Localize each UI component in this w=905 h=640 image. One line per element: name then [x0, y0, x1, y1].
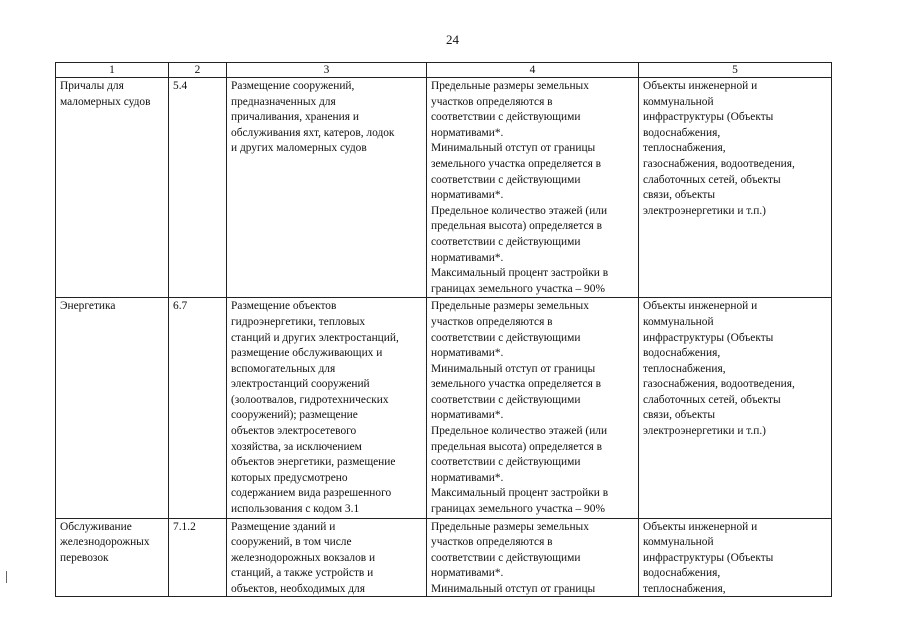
- text-line: водоснабжения,: [643, 126, 721, 139]
- construction-parameters: [427, 78, 639, 298]
- table-row: [56, 78, 832, 298]
- infrastructure-objects-text: [643, 520, 828, 596]
- text-line: инфраструктуры (Объекты: [643, 551, 774, 564]
- text-line: объектов электросетевого: [231, 425, 357, 438]
- text-line: нормативами*.: [431, 251, 504, 264]
- text-line: участков определяются в: [431, 95, 553, 108]
- text-line: соответствии с действующими: [431, 456, 581, 469]
- text-line: Минимальный отступ от границы: [431, 583, 596, 595]
- text-line: участков определяются в: [431, 315, 553, 328]
- text-line: железнодорожных: [60, 536, 150, 549]
- text-line: соответствии с действующими: [431, 331, 581, 344]
- text-line: соответствии с действующими: [431, 111, 581, 124]
- text-line: сооружений); размещение: [231, 409, 358, 422]
- text-line: (золоотвалов, гидротехнических: [231, 393, 389, 406]
- text-line: газоснабжения, водоотведения,: [643, 157, 795, 170]
- use-type-code: 5.4: [169, 78, 227, 298]
- text-line: станций и других электростанций,: [231, 331, 399, 344]
- text-line: водоснабжения,: [643, 347, 721, 360]
- text-line: железнодорожных вокзалов и: [231, 551, 376, 564]
- text-line: Максимальный процент застройки в: [431, 267, 609, 280]
- use-type-name: Энергетика: [56, 298, 169, 518]
- column-header-2: 2: [169, 63, 227, 78]
- text-line: использования с кодом 3.1: [231, 503, 360, 516]
- construction-parameters: [427, 518, 639, 596]
- text-line: инфраструктуры (Объекты: [643, 331, 774, 344]
- text-line: станций, а также устройств и: [231, 567, 374, 580]
- text-line: водоснабжения,: [643, 567, 721, 580]
- text-line: теплоснабжения,: [643, 583, 726, 595]
- text-line: соответствии с действующими: [431, 393, 581, 406]
- text-line: соответствии с действующими: [431, 173, 581, 186]
- text-line: слаботочных сетей, объекты: [643, 173, 781, 186]
- construction-parameters: [427, 298, 639, 518]
- text-line: слаботочных сетей, объекты: [643, 393, 781, 406]
- table-row: [56, 518, 832, 596]
- text-line: причаливания, хранения и: [231, 111, 359, 124]
- text-line: размещение обслуживающих и: [231, 347, 383, 360]
- page-number: 24: [446, 32, 459, 47]
- text-line: коммунальной: [643, 95, 714, 108]
- text-line: нормативами*.: [431, 189, 504, 202]
- text-line: границах земельного участка – 90%: [431, 282, 605, 295]
- text-line: и других маломерных судов: [231, 142, 367, 155]
- text-line: соответствии с действующими: [431, 235, 581, 248]
- text-line: которых предусмотрено: [231, 471, 348, 484]
- text-line: электроэнергетики и т.п.): [643, 425, 766, 438]
- text-line: Размещение сооружений,: [231, 80, 355, 92]
- use-type-code: 6.7: [169, 298, 227, 518]
- text-line: хозяйства, за исключением: [231, 440, 362, 453]
- column-header-5: 5: [639, 63, 832, 78]
- text-line: коммунальной: [643, 315, 714, 328]
- text-line: связи, объекты: [643, 409, 715, 422]
- text-line: Предельные размеры земельных: [431, 300, 589, 313]
- text-line: связи, объекты: [643, 189, 715, 202]
- binding-margin-mark: [6, 571, 7, 583]
- use-type-code-text: 7.1.2: [173, 520, 196, 533]
- text-line: предназначенных для: [231, 95, 336, 108]
- text-line: электростанций сооружений: [231, 378, 370, 391]
- use-type-code: [169, 518, 227, 596]
- text-line: Обслуживание: [60, 520, 132, 533]
- text-line: Предельные размеры земельных: [431, 80, 589, 92]
- text-line: теплоснабжения,: [643, 142, 726, 155]
- column-header-4: 4: [427, 63, 639, 78]
- text-line: нормативами*.: [431, 409, 504, 422]
- text-line: Размещение зданий и: [231, 520, 336, 533]
- text-line: Предельные размеры земельных: [431, 520, 589, 533]
- text-line: Минимальный отступ от границы: [431, 362, 596, 375]
- text-line: Объекты инженерной и: [643, 80, 758, 92]
- column-header-3: 3: [227, 63, 427, 78]
- text-line: сооружений, в том числе: [231, 536, 352, 549]
- text-line: нормативами*.: [431, 347, 504, 360]
- table-row: [56, 298, 832, 518]
- text-line: объектов энергетики, размещение: [231, 456, 396, 469]
- text-line: Минимальный отступ от границы: [431, 142, 596, 155]
- text-line: электроэнергетики и т.п.): [643, 204, 766, 217]
- use-type-name: [56, 518, 169, 596]
- text-line: инфраструктуры (Объекты: [643, 111, 774, 124]
- text-line: соответствии с действующими: [431, 551, 581, 564]
- text-line: Предельное количество этажей (или: [431, 425, 608, 438]
- column-header-1: 1: [56, 63, 169, 78]
- text-line: нормативами*.: [431, 471, 504, 484]
- text-line: Максимальный процент застройки в: [431, 487, 609, 500]
- text-line: теплоснабжения,: [643, 362, 726, 375]
- text-line: участков определяются в: [431, 536, 553, 549]
- text-line: объектов, необходимых для: [231, 583, 365, 595]
- construction-parameters-text: [431, 520, 635, 596]
- text-line: земельного участка определяется в: [431, 378, 602, 391]
- text-line: нормативами*.: [431, 567, 504, 580]
- text-line: Предельное количество этажей (или: [431, 204, 608, 217]
- infrastructure-objects: [639, 298, 832, 518]
- text-line: гидроэнергетики, тепловых: [231, 315, 366, 328]
- text-line: газоснабжения, водоотведения,: [643, 378, 795, 391]
- text-line: коммунальной: [643, 536, 714, 549]
- text-line: обслуживания яхт, катеров, лодок: [231, 126, 395, 139]
- use-type-description: [227, 298, 427, 518]
- infrastructure-objects: [639, 78, 832, 298]
- text-line: Размещение объектов: [231, 300, 337, 313]
- text-line: содержанием вида разрешенного: [231, 487, 392, 500]
- text-line: земельного участка определяется в: [431, 157, 602, 170]
- table-header-row: [56, 63, 832, 78]
- use-type-name-text: [60, 520, 165, 596]
- infrastructure-objects: [639, 518, 832, 596]
- use-type-description: [227, 78, 427, 298]
- text-line: границах земельного участка – 90%: [431, 503, 605, 516]
- use-type-description-text: [231, 520, 423, 596]
- text-line: предельная высота) определяется в: [431, 220, 602, 233]
- text-line: нормативами*.: [431, 126, 504, 139]
- text-line: предельная высота) определяется в: [431, 440, 602, 453]
- use-type-name: Причалы для маломерных судов: [56, 78, 169, 298]
- land-use-table: [55, 62, 832, 597]
- text-line: перевозок: [60, 551, 109, 564]
- use-type-description: [227, 518, 427, 596]
- text-line: Объекты инженерной и: [643, 520, 758, 533]
- text-line: вспомогательных для: [231, 362, 336, 375]
- text-line: Объекты инженерной и: [643, 300, 758, 313]
